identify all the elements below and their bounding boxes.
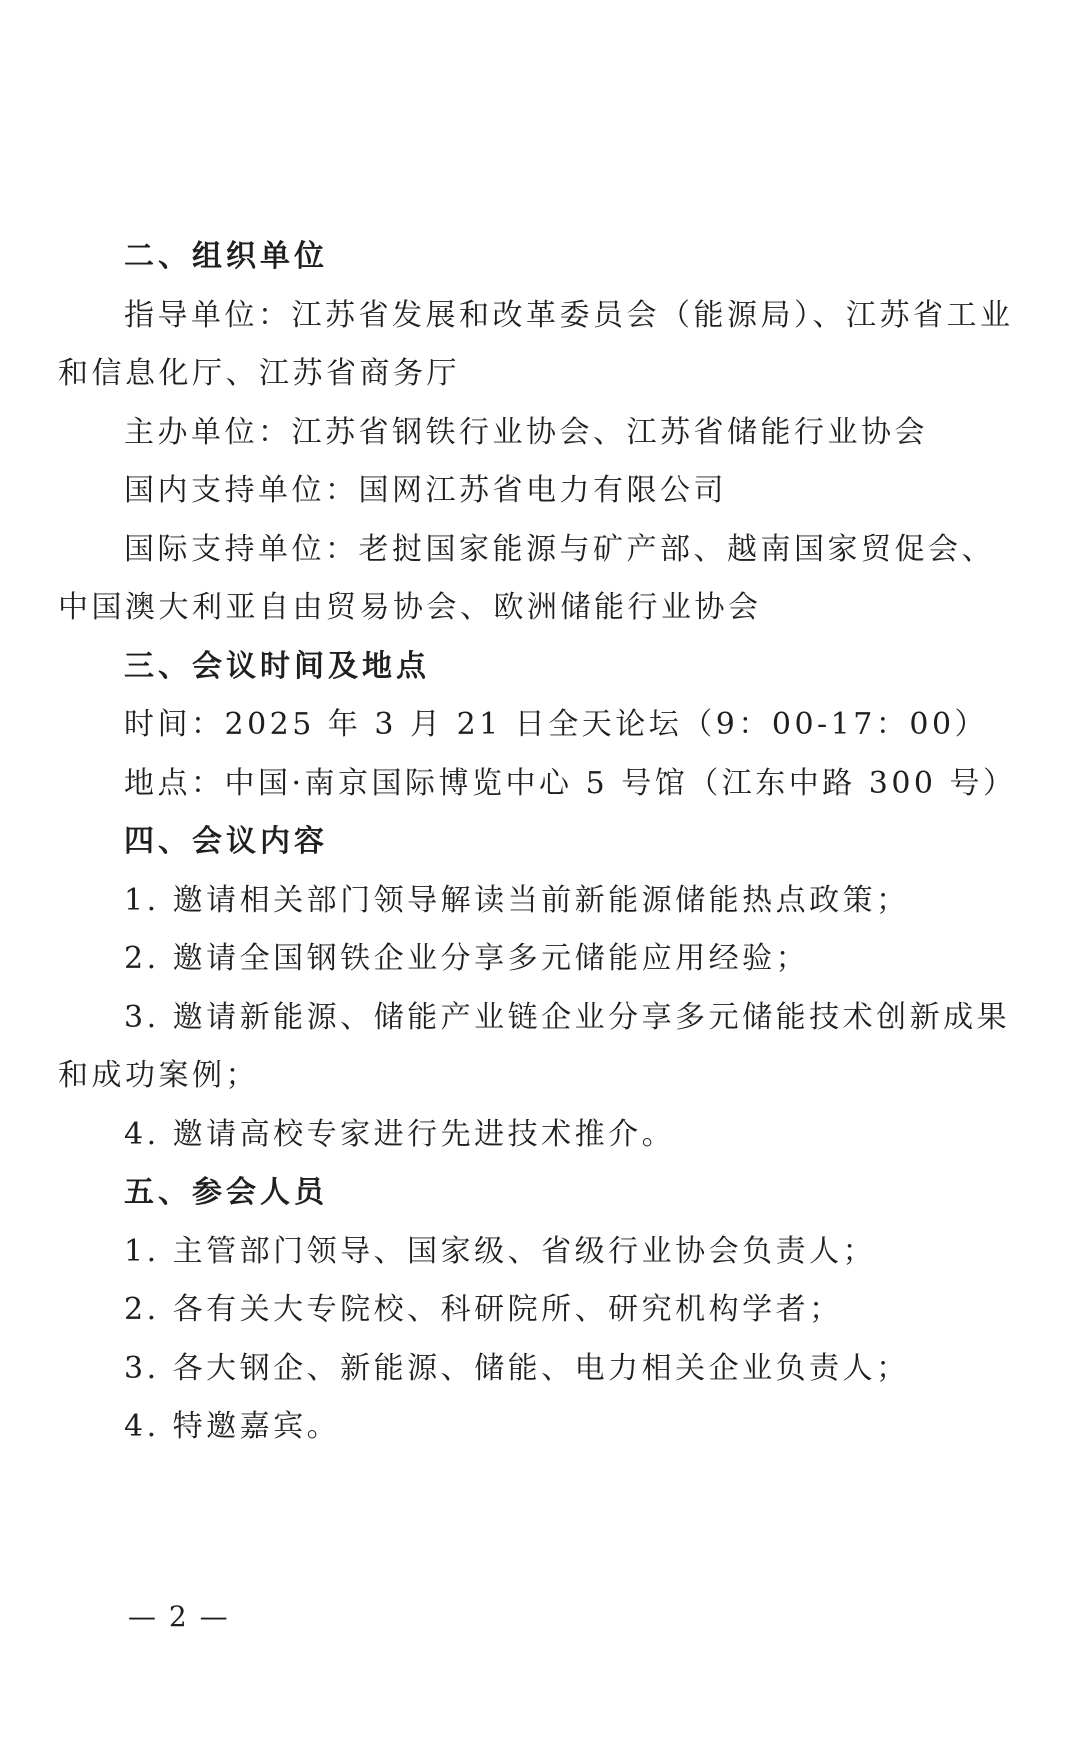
section-heading-time-place: 三、会议时间及地点 — [124, 648, 430, 684]
list-item-attendees-3: 3. 各大钢企、新能源、储能、电力相关企业负责人； — [124, 1350, 910, 1386]
list-item-content-2: 2. 邀请全国钢铁企业分享多元储能应用经验； — [124, 941, 810, 976]
list-item-attendees-4: 4. 特邀嘉宾。 — [124, 1409, 341, 1444]
paragraph-guiding-unit: 指导单位：江苏省发展和改革委员会（能源局）、江苏省工业 — [124, 297, 1014, 333]
paragraph-domestic-support: 国内支持单位：国网江苏省电力有限公司 — [124, 473, 727, 508]
list-item-content-3-cont: 和成功案例； — [58, 1058, 259, 1093]
paragraph-time: 时间：2025 年 3 月 21 日全天论坛（9：00-17：00） — [124, 707, 989, 742]
document-body — [58, 228, 1018, 1457]
section-heading-organizers: 二、组织单位 — [124, 239, 328, 274]
paragraph-host-unit: 主办单位：江苏省钢铁行业协会、江苏省储能行业协会 — [124, 414, 928, 450]
section-heading-content: 四、会议内容 — [124, 824, 328, 859]
list-item-attendees-2: 2. 各有关大专院校、科研院所、研究机构学者； — [124, 1292, 843, 1327]
paragraph-international-support-cont: 中国澳大利亚自由贸易协会、欧洲储能行业协会 — [58, 590, 762, 625]
list-item-content-4: 4. 邀请高校专家进行先进技术推介。 — [124, 1116, 676, 1152]
page-number: — 2 — — [128, 1600, 230, 1633]
list-item-attendees-1: 1. 主管部门领导、国家级、省级行业协会负责人； — [124, 1233, 877, 1269]
paragraph-international-support: 国际支持单位：老挝国家能源与矿产部、越南国家贸促会、 — [124, 531, 995, 567]
paragraph-guiding-unit-cont: 和信息化厅、江苏省商务厅 — [58, 356, 460, 391]
list-item-content-3: 3. 邀请新能源、储能产业链企业分享多元储能技术创新成果 — [124, 999, 1011, 1035]
paragraph-location: 地点：中国·南京国际博览中心 5 号馆（江东中路 300 号） — [124, 765, 1017, 801]
section-heading-attendees: 五、参会人员 — [124, 1175, 328, 1210]
list-item-content-1: 1. 邀请相关部门领导解读当前新能源储能热点政策； — [124, 882, 910, 918]
